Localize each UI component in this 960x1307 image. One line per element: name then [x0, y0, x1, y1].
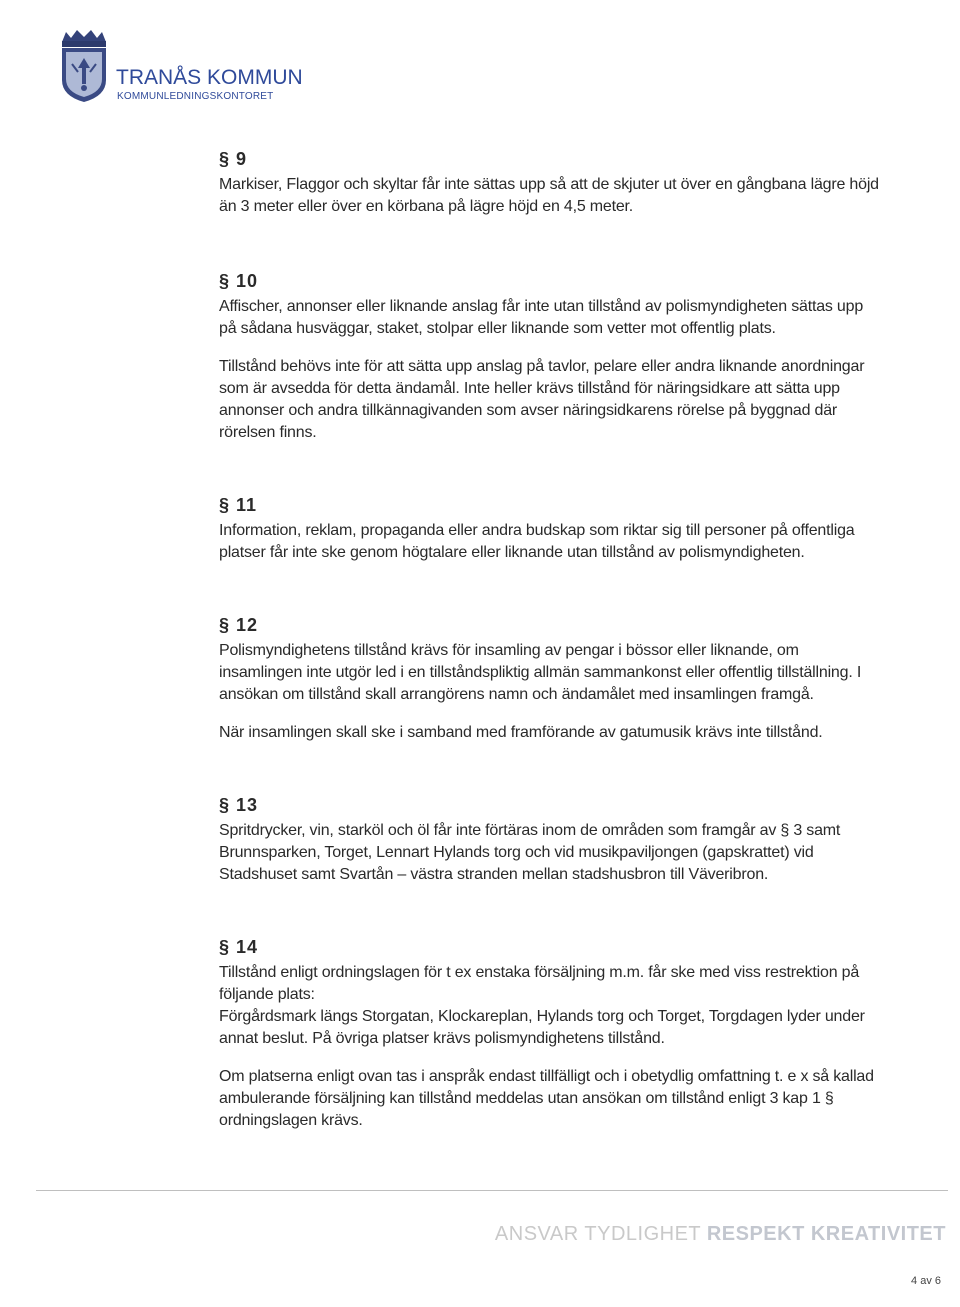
section-heading: § 10: [219, 271, 259, 291]
document-body: [219, 148, 879, 1132]
footer-tagline: [495, 1223, 946, 1246]
tagline-word: ANSVAR: [494, 1223, 579, 1245]
section-10: [219, 270, 879, 444]
org-name: TRANÅS KOMMUN: [116, 66, 303, 89]
section-heading: § 14: [219, 937, 259, 957]
section-heading: § 11: [219, 495, 258, 515]
section-paragraph: När insamlingen skall ske i samband med framförande av gatumusik krävs inte tillstånd.: [219, 724, 823, 741]
org-department: KOMMUNLEDNINGSKONTORET: [117, 91, 274, 102]
page-number: 4 av 6: [911, 1275, 941, 1287]
section-heading: § 12: [219, 615, 259, 635]
section-paragraph: Polismyndighetens tillstånd krävs för insamling av pengar i bössor eller liknande, om insamlingen inte utgör led i en tillståndspliktig allmän sammankonst eller offentlig tillställning. I ansökan om tillstånd skall arrangörens namn och ändamålet med insamlingen framgå.: [219, 642, 862, 703]
section-13: [219, 794, 879, 886]
municipal-crest-icon: [56, 28, 112, 104]
header-logo: [56, 28, 316, 108]
section-paragraph: Tillstånd behövs inte för att sätta upp anslag på tavlor, pelare eller andra liknande anordningar som är avsedda för detta ändamål. Inte heller krävs tillstånd för näringsidkare att sätta upp annonser och andra tillkännagivanden som avser näringsidkarens rörelse på byggnad där rörelsen finns.: [219, 358, 865, 441]
section-heading: § 9: [219, 149, 248, 169]
section-paragraph: Markiser, Flaggor och skyltar får inte sättas upp så att de skjuter ut över en gångbana lägre höjd än 3 meter eller över en körbana på lägre höjd en 4,5 meter.: [219, 176, 879, 215]
section-paragraph: Tillstånd enligt ordningslagen för t ex enstaka försäljning m.m. får ske med viss restrektion på följande plats: Förgårdsmark längs Storgatan, Klockareplan, Hylands torg och Torget, Torgdagen lyder under annat beslut. På övriga platser krävs polismyndighetens tillstånd.: [219, 964, 865, 1047]
tagline-word: RESPEKT: [706, 1223, 805, 1245]
section-paragraph: Affischer, annonser eller liknande anslag får inte utan tillstånd av polismyndigheten sättas upp på sådana husväggar, staket, stolpar eller liknande som vetter mot offentlig plats.: [219, 298, 864, 337]
section-paragraph: Information, reklam, propaganda eller andra budskap som riktar sig till personer på offentliga platser får inte ske genom högtalare eller liknande utan tillstånd av polismyndigheten.: [219, 522, 855, 561]
tagline-word: KREATIVITET: [810, 1223, 946, 1245]
section-heading: § 13: [219, 795, 259, 815]
footer-divider: [36, 1190, 948, 1191]
section-9: [219, 148, 879, 218]
section-paragraph: Spritdrycker, vin, starköl och öl får inte förtäras inom de områden som framgår av § 3 samt Brunnsparken, Torget, Lennart Hylands torg och vid musikpaviljongen (gapskrattet) vid Stadshuset samt Svartån – västra stranden mellan stadshusbron till Väveribron.: [219, 822, 841, 883]
section-paragraph: Om platserna enligt ovan tas i anspråk endast tillfälligt och i obetydlig omfattning t. e x så kallad ambulerande försäljning kan tillstånd meddelas utan ansökan om tillstånd enligt 3 kap 1 § ordningslagen krävs.: [219, 1068, 874, 1129]
tagline-word: TYDLIGHET: [584, 1223, 701, 1245]
section-11: [219, 494, 879, 564]
section-12: [219, 614, 879, 744]
section-14: [219, 936, 879, 1132]
